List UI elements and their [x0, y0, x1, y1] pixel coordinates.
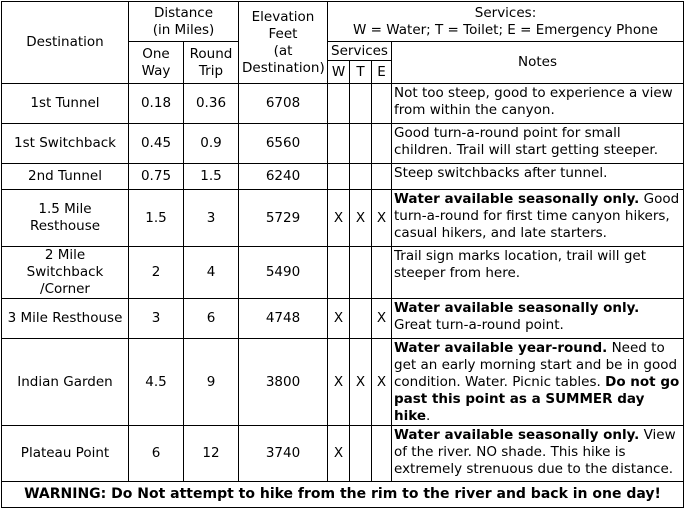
toilet-cell — [350, 426, 372, 482]
water-cell: X — [328, 426, 350, 482]
round-trip-cell: 3 — [184, 190, 239, 247]
destination-cell: Plateau Point — [2, 426, 129, 482]
one-way-cell: 6 — [129, 426, 184, 482]
destination-cell: 1st Switchback — [2, 124, 129, 164]
elevation-cell: 5729 — [239, 190, 328, 247]
header-notes: Notes — [392, 42, 684, 84]
toilet-cell — [350, 84, 372, 124]
table-row — [2, 426, 684, 482]
header-round-trip: Round Trip — [184, 42, 239, 84]
emergency-phone-cell: X — [372, 339, 392, 426]
table-row — [2, 164, 684, 190]
elevation-cell: 6240 — [239, 164, 328, 190]
water-cell — [328, 164, 350, 190]
header-services-legend: Services: W = Water; T = Toilet; E = Emergency Phone — [328, 2, 684, 42]
emergency-phone-cell: X — [372, 299, 392, 339]
one-way-cell: 3 — [129, 299, 184, 339]
destination-cell: 1.5 Mile Resthouse — [2, 190, 129, 247]
header-destination: Destination — [2, 2, 129, 84]
round-trip-cell: 6 — [184, 299, 239, 339]
table-row — [2, 247, 684, 299]
emergency-phone-cell — [372, 247, 392, 299]
round-trip-cell: 9 — [184, 339, 239, 426]
header-emergency-phone: E — [372, 61, 392, 84]
trail-distance-table — [1, 1, 684, 508]
emergency-phone-cell: X — [372, 190, 392, 247]
header-water: W — [328, 61, 350, 84]
water-cell — [328, 247, 350, 299]
toilet-cell: X — [350, 190, 372, 247]
header-elevation: Elevation Feet (at Destination) — [239, 2, 328, 84]
notes-cell: Steep switchbacks after tunnel. — [392, 164, 684, 190]
emergency-phone-cell — [372, 124, 392, 164]
notes-cell: Trail sign marks location, trail will get steeper from here. — [392, 247, 684, 299]
elevation-cell: 6708 — [239, 84, 328, 124]
toilet-cell — [350, 299, 372, 339]
header-one-way: One Way — [129, 42, 184, 84]
table-row — [2, 190, 684, 247]
notes-cell: Water available seasonally only. Good turn-a-round for first time canyon hikers, casual hikers, and late starters. — [392, 190, 684, 247]
water-cell: X — [328, 299, 350, 339]
table-row — [2, 84, 684, 124]
one-way-cell: 0.75 — [129, 164, 184, 190]
destination-cell: 2nd Tunnel — [2, 164, 129, 190]
water-cell: X — [328, 339, 350, 426]
one-way-cell: 2 — [129, 247, 184, 299]
notes-cell: Not too steep, good to experience a view from within the canyon. — [392, 84, 684, 124]
one-way-cell: 0.18 — [129, 84, 184, 124]
warning-text: WARNING: Do Not attempt to hike from the rim to the river and back in one day! — [2, 482, 684, 508]
one-way-cell: 0.45 — [129, 124, 184, 164]
warning-row — [2, 482, 684, 508]
destination-cell: 3 Mile Resthouse — [2, 299, 129, 339]
toilet-cell — [350, 247, 372, 299]
table-row — [2, 124, 684, 164]
toilet-cell: X — [350, 339, 372, 426]
one-way-cell: 4.5 — [129, 339, 184, 426]
elevation-cell: 5490 — [239, 247, 328, 299]
toilet-cell — [350, 164, 372, 190]
notes-cell: Water available seasonally only. View of the river. NO shade. This hike is extremely strenuous due to the distance. — [392, 426, 684, 482]
header-toilet: T — [350, 61, 372, 84]
water-cell: X — [328, 190, 350, 247]
table-row — [2, 339, 684, 426]
toilet-cell — [350, 124, 372, 164]
one-way-cell: 1.5 — [129, 190, 184, 247]
emergency-phone-cell — [372, 164, 392, 190]
round-trip-cell: 1.5 — [184, 164, 239, 190]
elevation-cell: 6560 — [239, 124, 328, 164]
header-distance: Distance (in Miles) — [129, 2, 239, 42]
destination-cell: 1st Tunnel — [2, 84, 129, 124]
elevation-cell: 3800 — [239, 339, 328, 426]
table-row — [2, 299, 684, 339]
destination-cell: 2 Mile Switchback /Corner — [2, 247, 129, 299]
header-services: Services — [328, 42, 392, 61]
destination-cell: Indian Garden — [2, 339, 129, 426]
notes-cell: Water available seasonally only. Great turn-a-round point. — [392, 299, 684, 339]
notes-cell: Water available year-round. Need to get an early morning start and be in good condition. Water. Picnic tables. Do not go past this point as a SUMMER day hike. — [392, 339, 684, 426]
elevation-cell: 3740 — [239, 426, 328, 482]
emergency-phone-cell — [372, 426, 392, 482]
water-cell — [328, 124, 350, 164]
round-trip-cell: 12 — [184, 426, 239, 482]
elevation-cell: 4748 — [239, 299, 328, 339]
round-trip-cell: 4 — [184, 247, 239, 299]
notes-cell: Good turn-a-round point for small children. Trail will start getting steeper. — [392, 124, 684, 164]
round-trip-cell: 0.9 — [184, 124, 239, 164]
emergency-phone-cell — [372, 84, 392, 124]
round-trip-cell: 0.36 — [184, 84, 239, 124]
water-cell — [328, 84, 350, 124]
